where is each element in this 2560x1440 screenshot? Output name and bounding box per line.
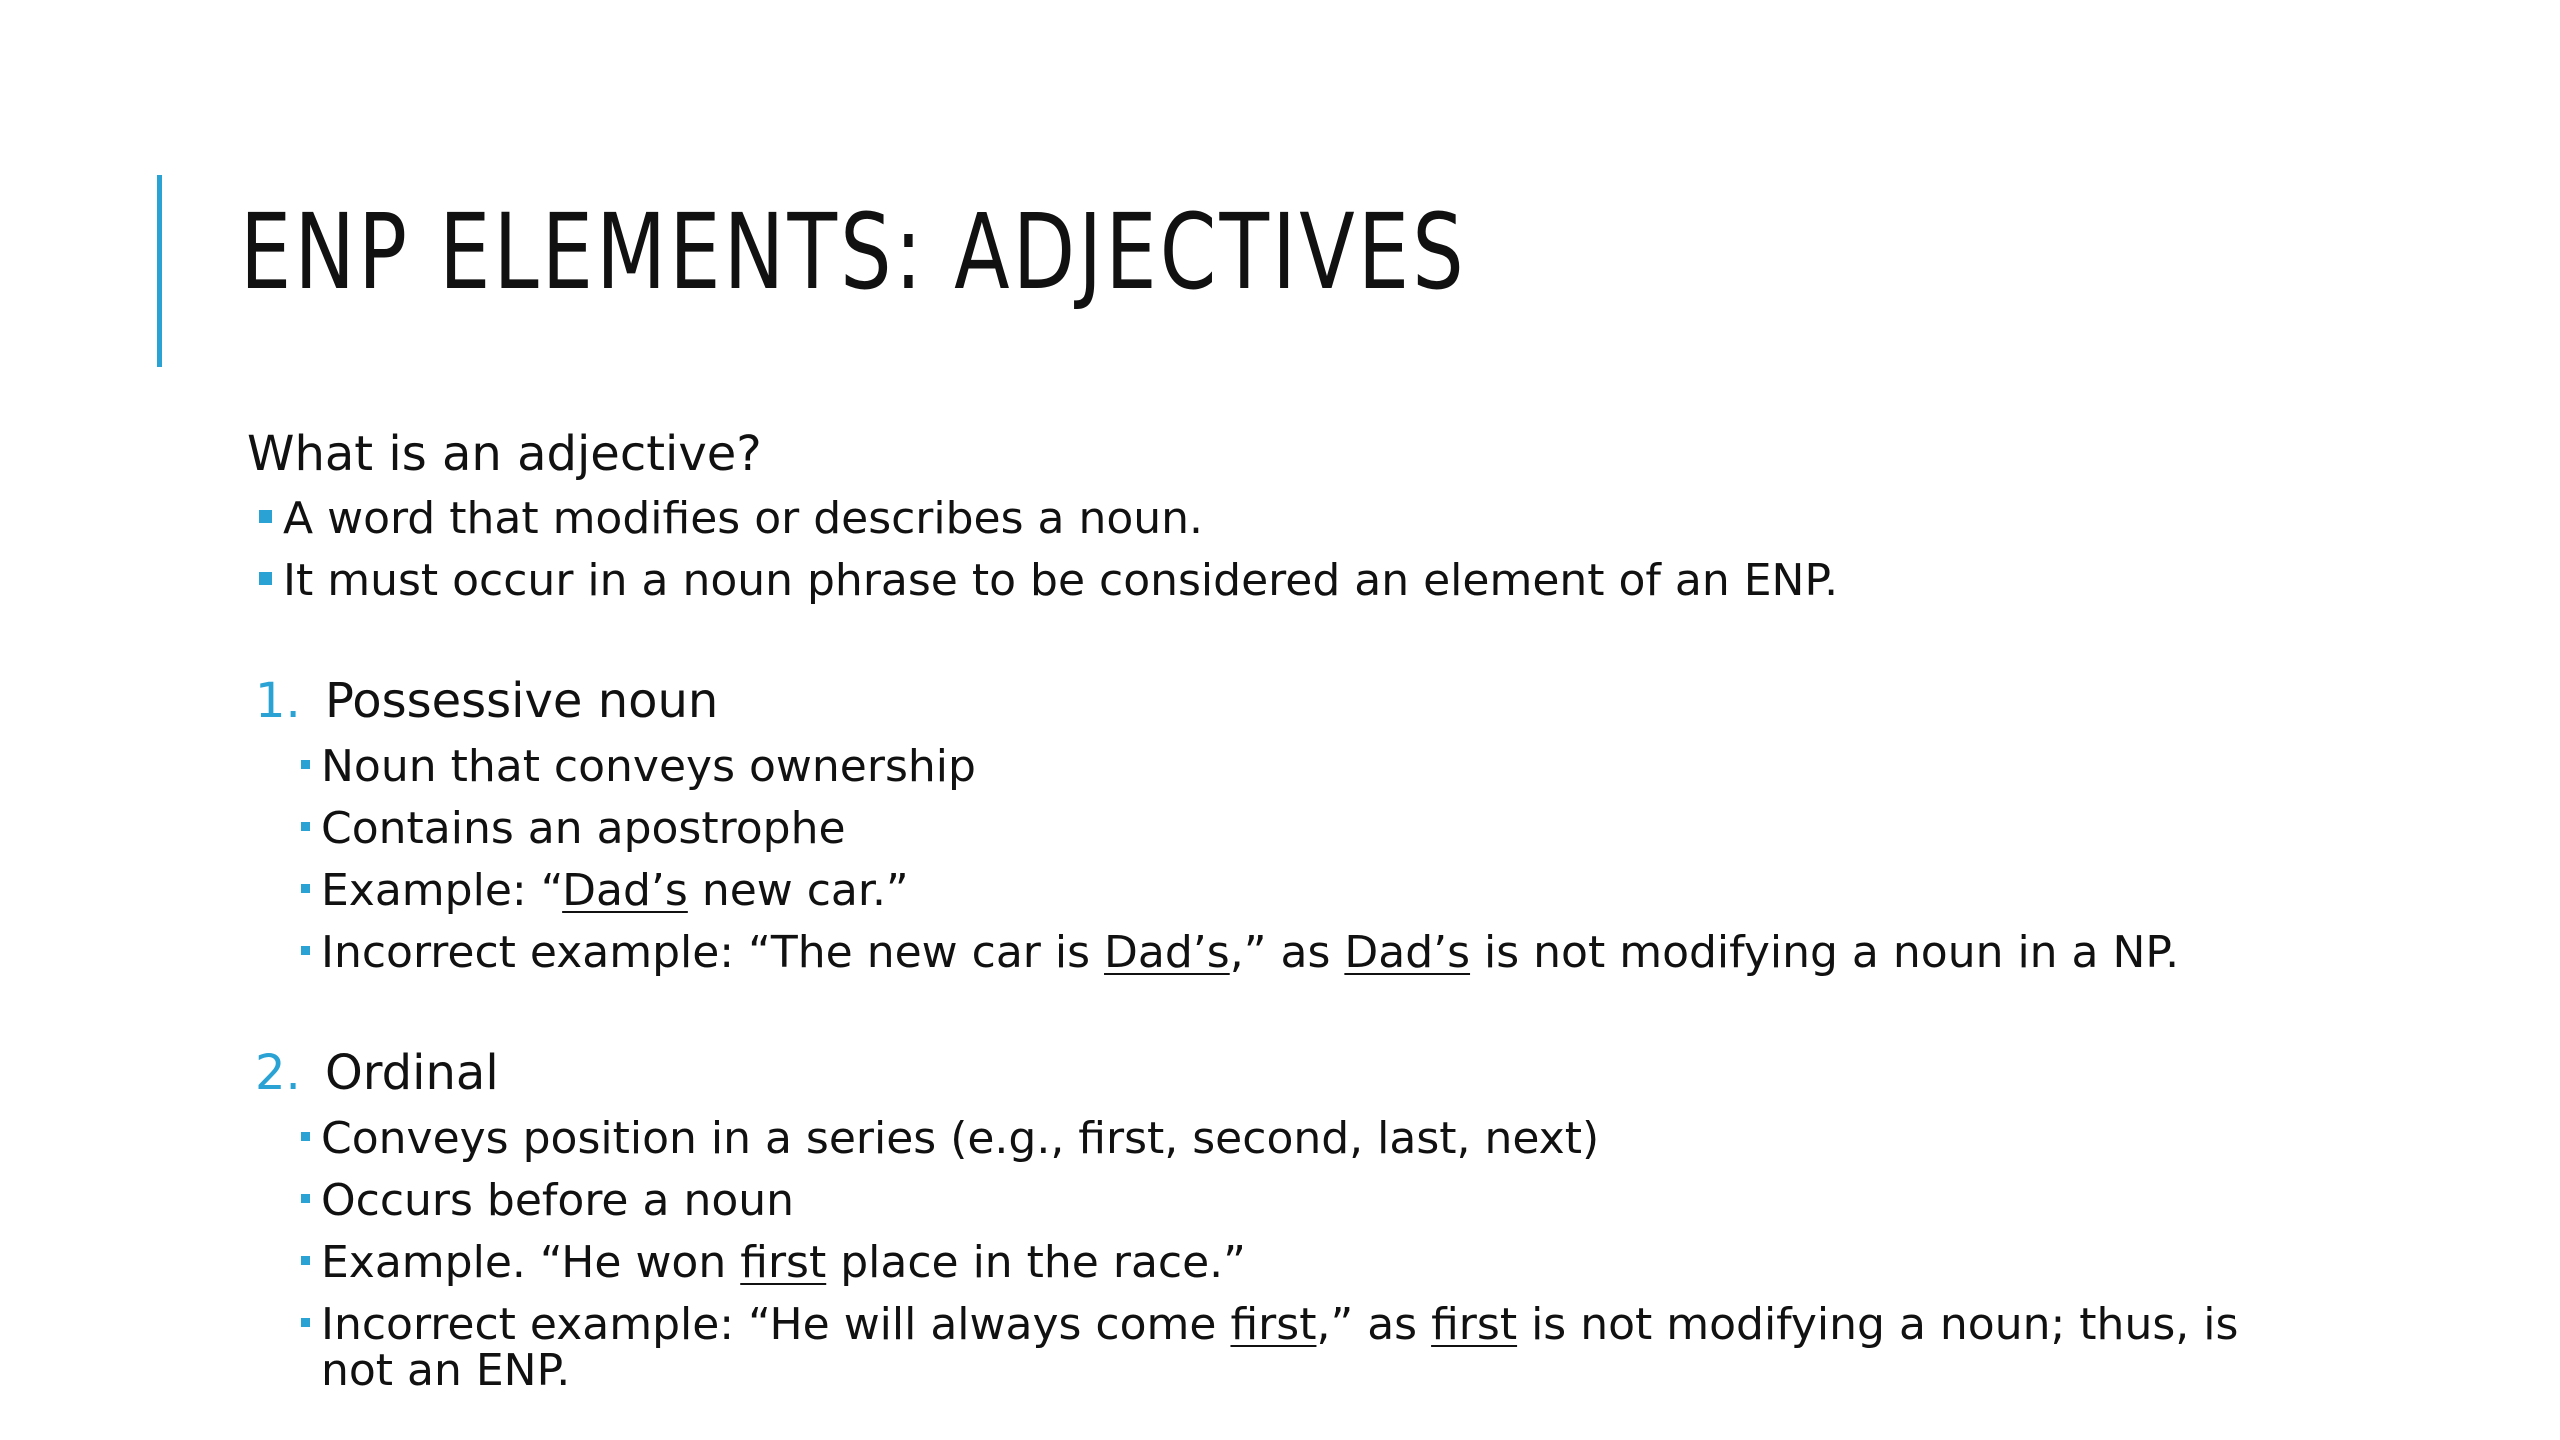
intro-heading: What is an adjective? — [247, 426, 762, 482]
section-ordinal — [247, 1038, 2347, 1394]
underlined-term: Dad’s — [562, 865, 688, 916]
underlined-term: first — [1230, 1299, 1317, 1350]
section-title: Possessive noun — [325, 673, 719, 729]
intro-bullet: It must occur in a noun phrase to be considered an element of an ENP. — [247, 550, 2347, 612]
list-item — [287, 922, 2347, 984]
text-segment: is not modifying a noun; thus, is not an ENP. — [321, 1299, 2239, 1396]
text-segment: ,” as — [1229, 927, 1345, 978]
list-item — [287, 860, 2347, 922]
section-heading — [255, 1038, 2347, 1108]
intro-bullet: A word that modifies or describes a noun. — [247, 488, 2347, 550]
title-accent-bar — [157, 175, 162, 367]
section-heading — [255, 666, 2347, 736]
text-segment: place in the race.” — [826, 1237, 1246, 1288]
list-item — [287, 1294, 2261, 1394]
text-segment: Incorrect example: “He will always come — [321, 1299, 1231, 1350]
section-number: 1. — [255, 673, 301, 729]
text-segment: new car.” — [687, 865, 909, 916]
text-segment: is not modifying a noun in a NP. — [1470, 927, 2180, 978]
list-item: Noun that conveys ownership — [287, 736, 2347, 798]
text-segment: Example. “He won — [321, 1237, 741, 1288]
underlined-term: Dad’s — [1104, 927, 1230, 978]
text-segment: ,” as — [1316, 1299, 1432, 1350]
text-segment: Incorrect example: “The new car is — [321, 927, 1105, 978]
intro-bullet-list — [247, 488, 2347, 612]
text-segment: Example: “ — [321, 865, 563, 916]
list-item — [287, 1232, 2347, 1294]
section-possessive-noun — [247, 666, 2347, 984]
underlined-term: Dad’s — [1344, 927, 1471, 978]
list-item: Conveys position in a series (e.g., first, second, last, next) — [287, 1108, 2347, 1170]
slide-title: ENP ELEMENTS: ADJECTIVES — [240, 191, 1467, 313]
section-item-list — [287, 1108, 2347, 1394]
underlined-term: first — [740, 1237, 827, 1288]
section-title: Ordinal — [325, 1045, 499, 1101]
section-number: 2. — [255, 1045, 301, 1101]
slide-body — [247, 420, 2347, 1394]
list-item: Contains an apostrophe — [287, 798, 2347, 860]
underlined-term: first — [1431, 1299, 1518, 1350]
list-item: Occurs before a noun — [287, 1170, 2347, 1232]
section-item-list — [287, 736, 2347, 984]
